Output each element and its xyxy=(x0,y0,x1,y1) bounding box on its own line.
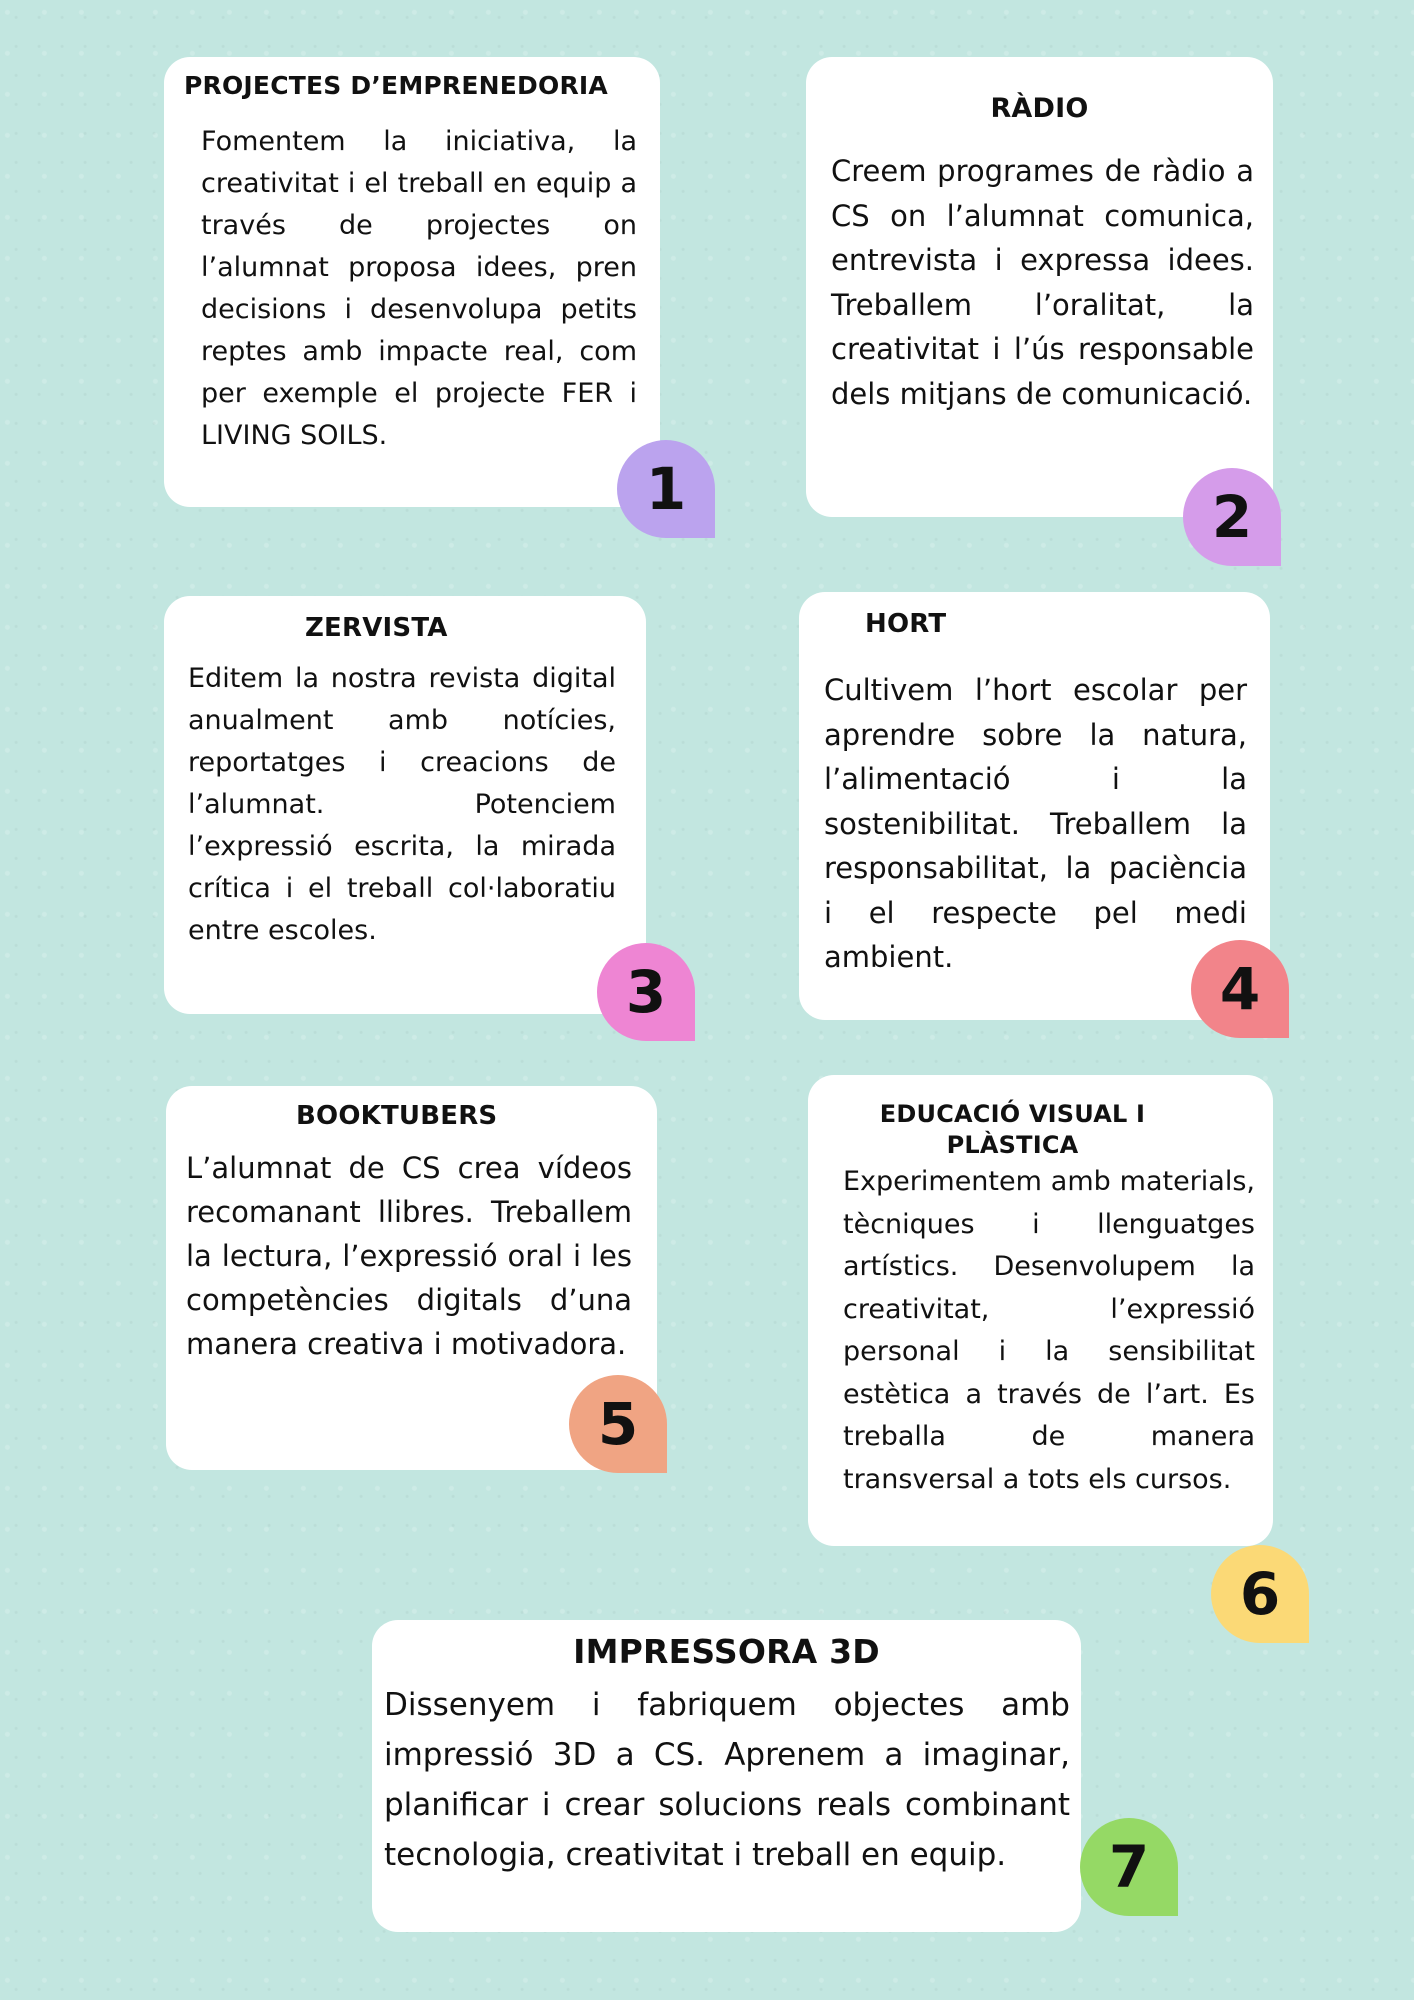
badge-number-3: 3 xyxy=(597,943,695,1041)
card-hort xyxy=(799,592,1270,1020)
badge-number-6: 6 xyxy=(1211,1545,1309,1643)
badge-number-2: 2 xyxy=(1183,468,1281,566)
card-impressora-3d xyxy=(372,1620,1081,1932)
badge-number-7: 7 xyxy=(1080,1818,1178,1916)
card-text: Experimentem amb materials, tècniques i llenguatges artístics. Desenvolupem la creativitat, l’expressió personal i la sensibilitat estètica a través de l’art. Es treballa de manera transversal a tots els cursos. xyxy=(843,1166,1255,1495)
card-title: HORT xyxy=(865,609,947,639)
card-title: IMPRESSORA 3D xyxy=(573,1632,880,1671)
card-text: Creem programes de ràdio a CS on l’alumnat comunica, entrevista i expressa idees. Treballem l’oralitat, la creativitat i l’ús responsable dels mitjans de comunicació. xyxy=(831,154,1254,411)
card-title: RÀDIO xyxy=(990,93,1089,124)
card-text: Fomentem la iniciativa, la creativitat i el treball en equip a través de projectes on l’alumnat proposa idees, pren decisions i desenvolupa petits reptes amb impacte real, com per exemple el projecte FER i LIVING SOILS. xyxy=(201,126,637,451)
card-title: ZERVISTA xyxy=(305,613,448,643)
card-text: Editem la nostra revista digital anualment amb notícies, reportatges i creacions de l’alumnat. Potenciem l’expressió escrita, la mirada crítica i el treball col·laboratiu entre escoles. xyxy=(188,663,616,946)
card-text: L’alumnat de CS crea vídeos recomanant llibres. Treballem la lectura, l’expressió oral i les competències digitals d’una manera creativa i motivadora. xyxy=(186,1151,632,1361)
card-title: EDUCACIÓ VISUAL I PLÀSTICA xyxy=(879,1100,1146,1159)
badge-number-1: 1 xyxy=(617,440,715,538)
card-emprenedoria xyxy=(164,57,660,507)
badge-number-4: 4 xyxy=(1191,940,1289,1038)
card-title: BOOKTUBERS xyxy=(296,1101,498,1131)
card-zervista xyxy=(164,596,646,1014)
card-radio xyxy=(806,57,1273,517)
card-title: PROJECTES D’EMPRENEDORIA xyxy=(184,71,608,100)
card-educacio-visual xyxy=(808,1075,1273,1546)
card-text: Cultivem l’hort escolar per aprendre sobre la natura, l’alimentació i la sostenibilitat. Treballem la responsabilitat, la paciència i el respecte pel medi ambient. xyxy=(824,673,1247,974)
badge-number-5: 5 xyxy=(569,1375,667,1473)
card-text: Dissenyem i fabriquem objectes amb impressió 3D a CS. Aprenem a imaginar, planificar i crear solucions reals combinant tecnologia, creativitat i treball en equip. xyxy=(384,1687,1070,1873)
